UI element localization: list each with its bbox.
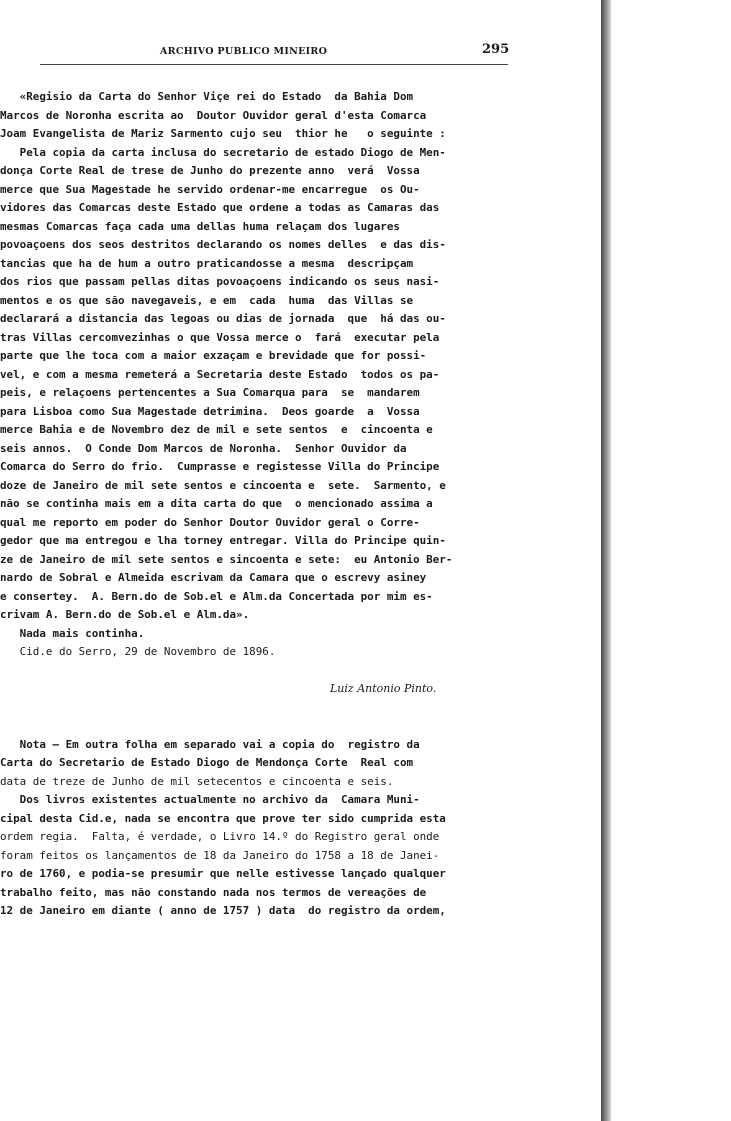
text-line: não se continha mais em a dita carta do que o mencionado assima a <box>0 497 433 510</box>
spacer <box>0 662 510 681</box>
text-line: Dos livros existentes actualmente no archivo da Camara Muni- <box>0 793 420 806</box>
text-line: parte que lhe toca com a maior exzaçam e brevidade que for possi- <box>0 349 427 362</box>
text-line: donça Corte Real de trese de Junho do prezente anno verá Vossa <box>0 164 420 177</box>
document-body <box>0 88 510 921</box>
text-line: ze de Janeiro de mil sete sentos e sincoenta e sete: eu Antonio Ber- <box>0 552 453 566</box>
text-line: «Regisio da Carta do Senhor Viçe rei do Estado da Bahia Dom <box>0 90 414 103</box>
text-line: doze de Janeiro de mil sete sentos e cincoenta e sete. Sarmento, e <box>0 478 446 492</box>
text-line: mesmas Comarcas faça cada uma dellas huma relaçam dos lugares <box>0 219 400 233</box>
text-line: Cid.e do Serro, 29 de Novembro de 1896. <box>0 645 276 658</box>
text-line: para Lisboa como Sua Magestade detrimina. Deos goarde a Vossa <box>0 404 420 418</box>
text-line: ro de 1760, e podia-se presumir que nelle estivesse lançado qualquer <box>0 867 446 880</box>
running-title: ARCHIVO PUBLICO MINEIRO <box>160 46 328 57</box>
text-line: merce Bahia e de Novembro dez de mil e sete sentos e cincoenta e <box>0 423 433 436</box>
text-line: vel, e com a mesma remeterá a Secretaria deste Estado todos os pa- <box>0 367 440 381</box>
transcription-block <box>0 88 510 662</box>
text-line: seis annos. O Conde Dom Marcos de Noronha. Senhor Ouvidor da <box>0 441 407 455</box>
page-header <box>0 42 520 64</box>
text-line: crivam A. Bern.do de Sob.el e Alm.da». <box>0 608 250 621</box>
text-line: trabalho feito, mas não constando nada nos termos de vereações de <box>0 885 427 899</box>
text-line: nardo de Sobral e Almeida escrivam da Camara que o escrevy asiney <box>0 571 427 584</box>
text-line: Comarca do Serro do frio. Cumprasse e registesse Villa do Principe <box>0 460 440 473</box>
text-line: tancias que ha de hum a outro praticandosse a mesma descripçam <box>0 256 414 270</box>
text-line: merce que Sua Magestade he servido ordenar-me encarregue os Ou- <box>0 182 420 196</box>
text-line: gedor que ma entregou e lha torney entregar. Villa do Principe quin- <box>0 534 446 547</box>
text-line: Marcos de Noronha escrita ao Doutor Ouvidor geral d'esta Comarca <box>0 108 427 122</box>
page-number: 295 <box>482 42 510 57</box>
text-line: qual me reporto em poder do Senhor Doutor Ouvidor geral o Corre- <box>0 515 420 529</box>
text-line: e consertey. A. Bern.do de Sob.el e Alm.da Concertada por mim es- <box>0 589 433 603</box>
page-gutter-shadow <box>601 0 611 1121</box>
text-line: peis, e relaçoens pertencentes a Sua Comarqua para se mandarem <box>0 386 420 399</box>
text-line: foram feitos os lançamentos de 18 da Janeiro do 1758 a 18 de Janei- <box>0 848 440 862</box>
text-line: Nota — Em outra folha em separado vai a copia do registro da <box>0 737 420 751</box>
signature: Luiz Antonio Pinto. <box>330 682 437 695</box>
spacer <box>0 699 510 718</box>
text-line: Carta do Secretario de Estado Diogo de Mendonça Corte Real com <box>0 756 414 769</box>
text-line: declarará a distancia das legoas ou dias de jornada que há das ou- <box>0 312 446 325</box>
text-line: 12 de Janeiro em diante ( anno de 1757 ) data do registro da ordem, <box>0 904 446 917</box>
text-line: Pela copia da carta inclusa do secretario de estado Diogo de Men- <box>0 145 446 159</box>
text-line: mentos e os que são navegaveis, e em cada huma das Villas se <box>0 293 414 307</box>
note-block <box>0 736 510 921</box>
text-line: ordem regia. Falta, é verdade, o Livro 14.º do Registro geral onde <box>0 830 440 843</box>
text-line: Nada mais continha. <box>0 626 145 640</box>
text-line: dos rios que passam pellas ditas povoaçoens indicando os seus nasi- <box>0 275 440 288</box>
text-line: tras Villas cercomvezinhas o que Vossa merce o fará executar pela <box>0 330 440 344</box>
text-line: Joam Evangelista de Mariz Sarmento cujo seu thior he o seguinte : <box>0 127 446 140</box>
text-line: data de treze de Junho de mil setecentos e cincoenta e seis. <box>0 774 394 788</box>
text-line: cipal desta Cid.e, nada se encontra que prove ter sido cumprida esta <box>0 811 446 825</box>
spacer <box>0 717 510 736</box>
text-line: povoaçoens dos seos destritos declarando os nomes delles e das dis- <box>0 238 446 251</box>
text-line: vidores das Comarcas deste Estado que ordene a todas as Camaras das <box>0 201 440 214</box>
header-rule <box>40 64 508 65</box>
